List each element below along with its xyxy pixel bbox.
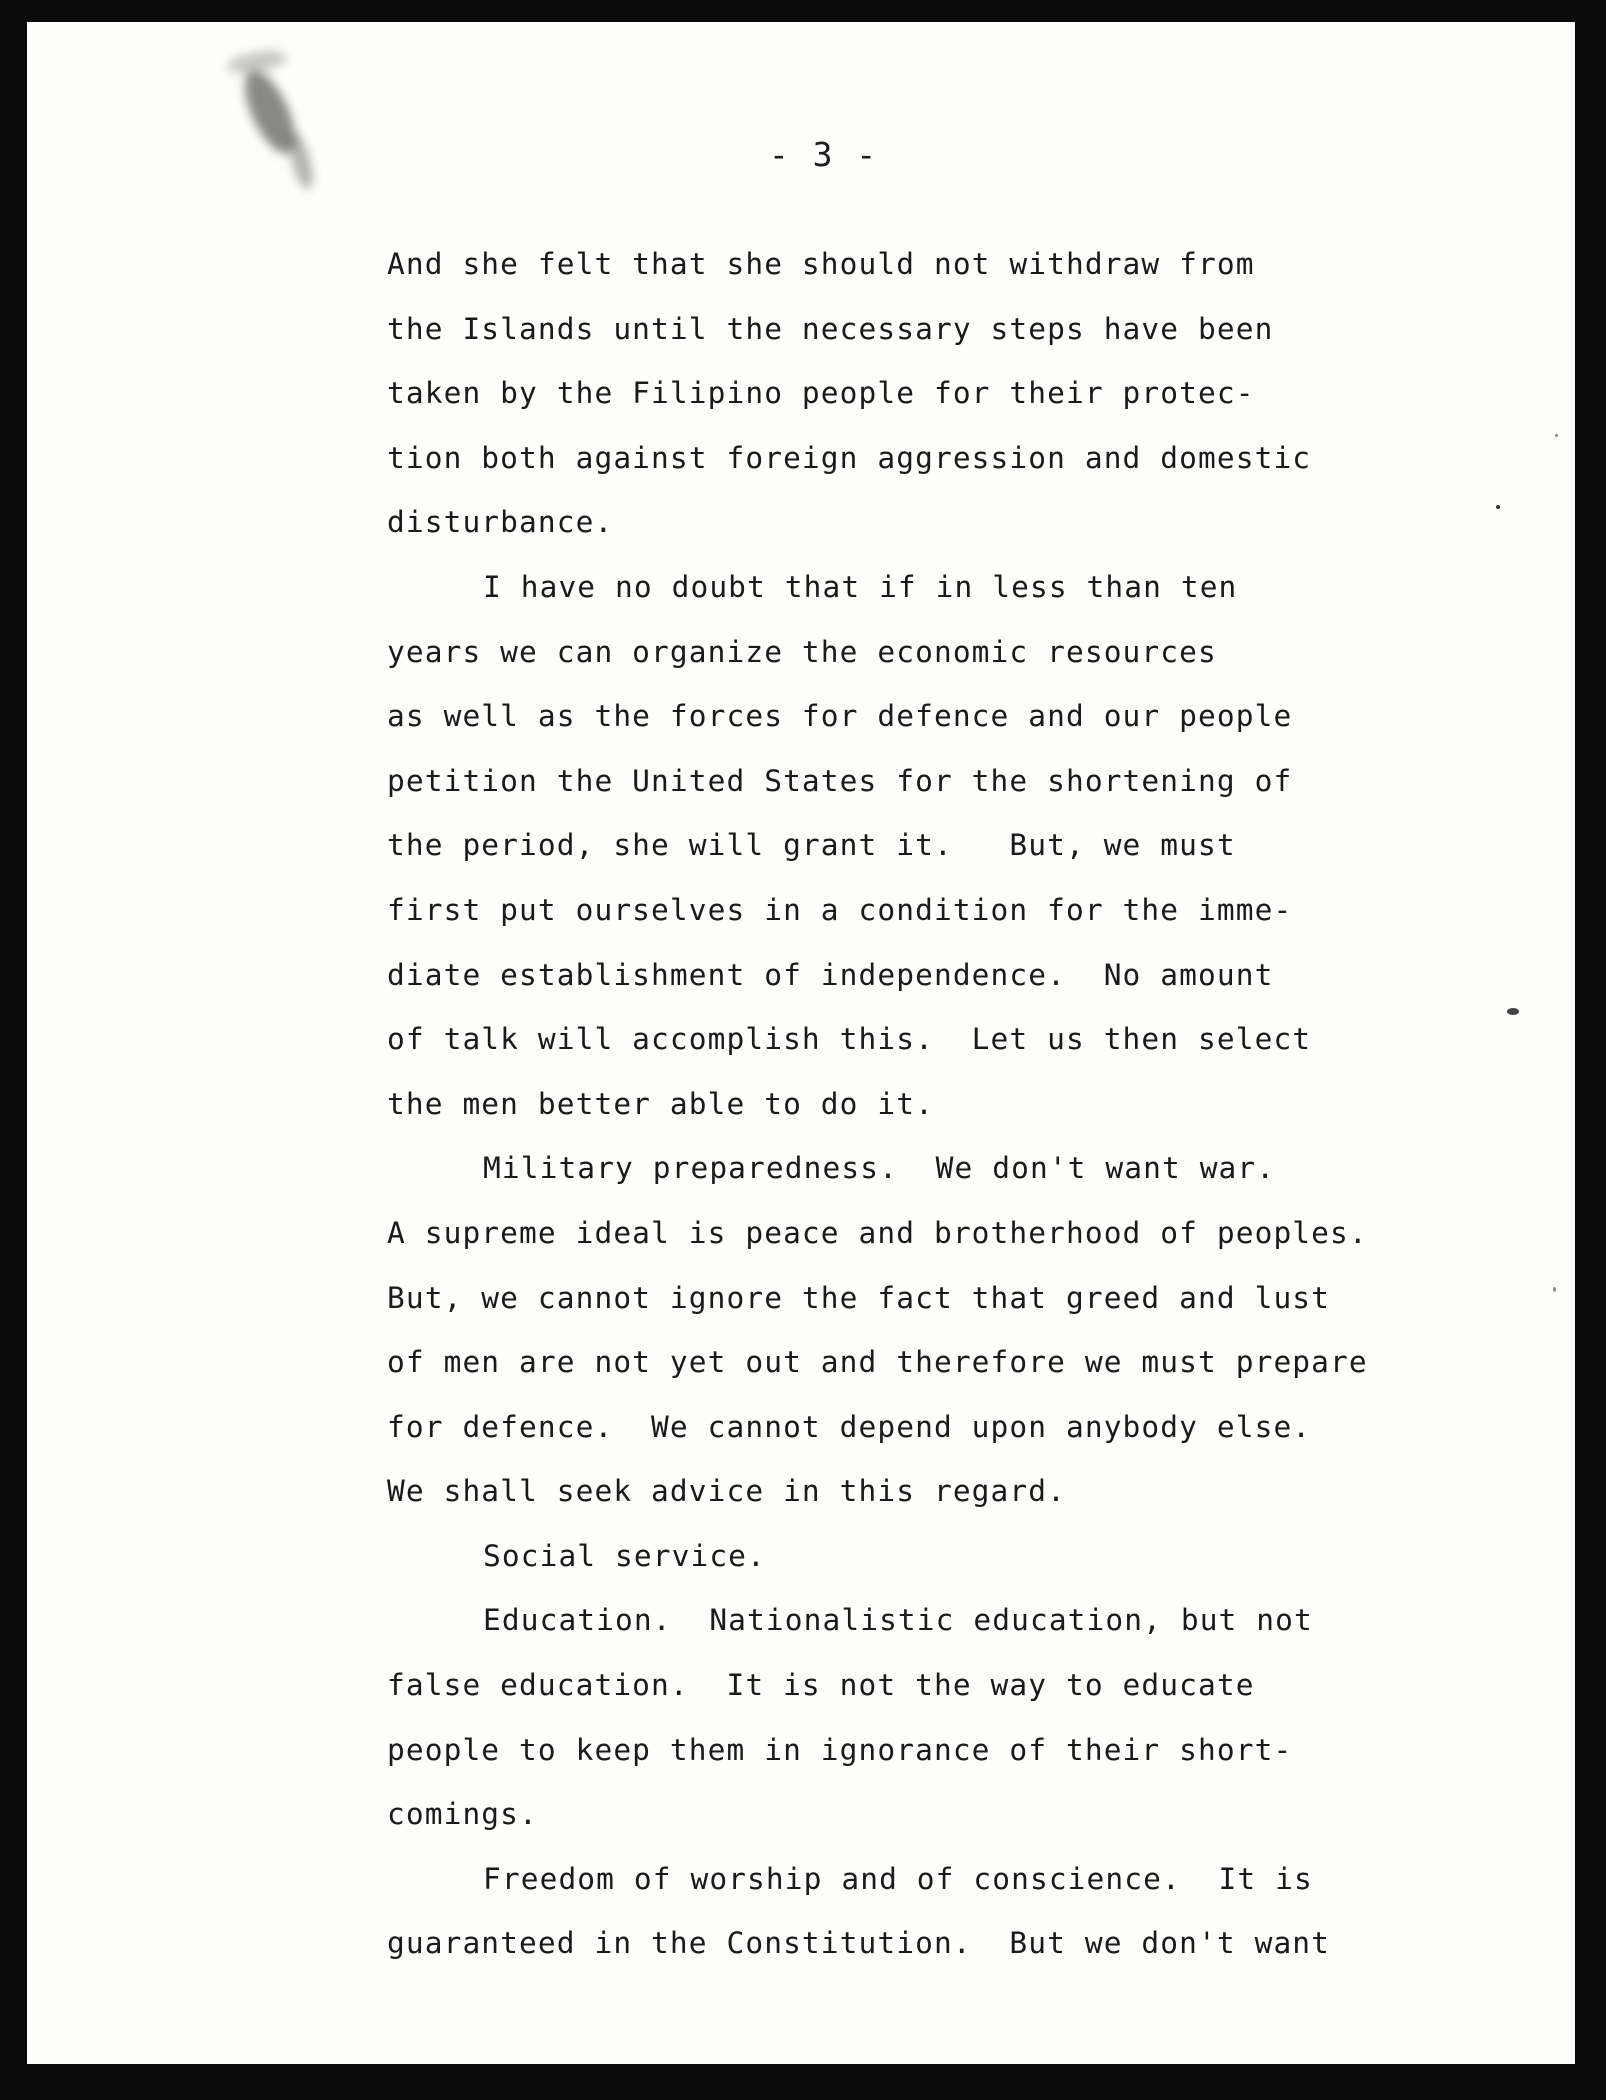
- ink-speck: [1507, 1008, 1519, 1015]
- text-line: years we can organize the economic resources: [387, 634, 1217, 669]
- ink-speck: [1553, 1287, 1556, 1292]
- typewritten-body: [387, 232, 1507, 1976]
- text-line: the men better able to do it.: [387, 1086, 934, 1121]
- text-line: false education. It is not the way to educate: [387, 1668, 1255, 1703]
- text-line: Freedom of worship and of conscience. It is: [483, 1861, 1313, 1896]
- text-line: the Islands until the necessary steps have been: [387, 311, 1274, 346]
- text-line: disturbance.: [387, 505, 614, 540]
- text-line: Military preparedness. We don't want war.: [483, 1151, 1276, 1186]
- ink-speck: [1555, 434, 1558, 437]
- text-line: I have no doubt that if in less than ten: [483, 569, 1238, 604]
- text-line: of men are not yet out and therefore we must prepare: [387, 1345, 1368, 1380]
- text-line: taken by the Filipino people for their protec-: [387, 376, 1255, 411]
- text-line: the period, she will grant it. But, we must: [387, 828, 1236, 863]
- text-line: Social service.: [483, 1538, 766, 1573]
- text-line: comings.: [387, 1797, 538, 1832]
- text-line: petition the United States for the shortening of: [387, 763, 1293, 798]
- text-line: But, we cannot ignore the fact that greed and lust: [387, 1280, 1331, 1315]
- text-line: as well as the forces for defence and our people: [387, 699, 1293, 734]
- text-line: tion both against foreign aggression and domestic: [387, 440, 1312, 475]
- text-line: of talk will accomplish this. Let us then select: [387, 1022, 1312, 1057]
- text-line: first put ourselves in a condition for the imme-: [387, 892, 1293, 927]
- text-line: And she felt that she should not withdraw from: [387, 247, 1255, 281]
- text-line: people to keep them in ignorance of their short-: [387, 1732, 1293, 1767]
- text-line: diate establishment of independence. No amount: [387, 957, 1274, 992]
- text-line: for defence. We cannot depend upon anybody else.: [387, 1409, 1312, 1444]
- page-number: - 3 -: [768, 135, 879, 174]
- text-line: A supreme ideal is peace and brotherhood of peoples.: [387, 1215, 1368, 1250]
- text-line: We shall seek advice in this regard.: [387, 1474, 1066, 1509]
- text-line: guaranteed in the Constitution. But we don't want: [387, 1926, 1331, 1961]
- document-page: [27, 22, 1575, 2064]
- text-line: Education. Nationalistic education, but not: [483, 1603, 1313, 1638]
